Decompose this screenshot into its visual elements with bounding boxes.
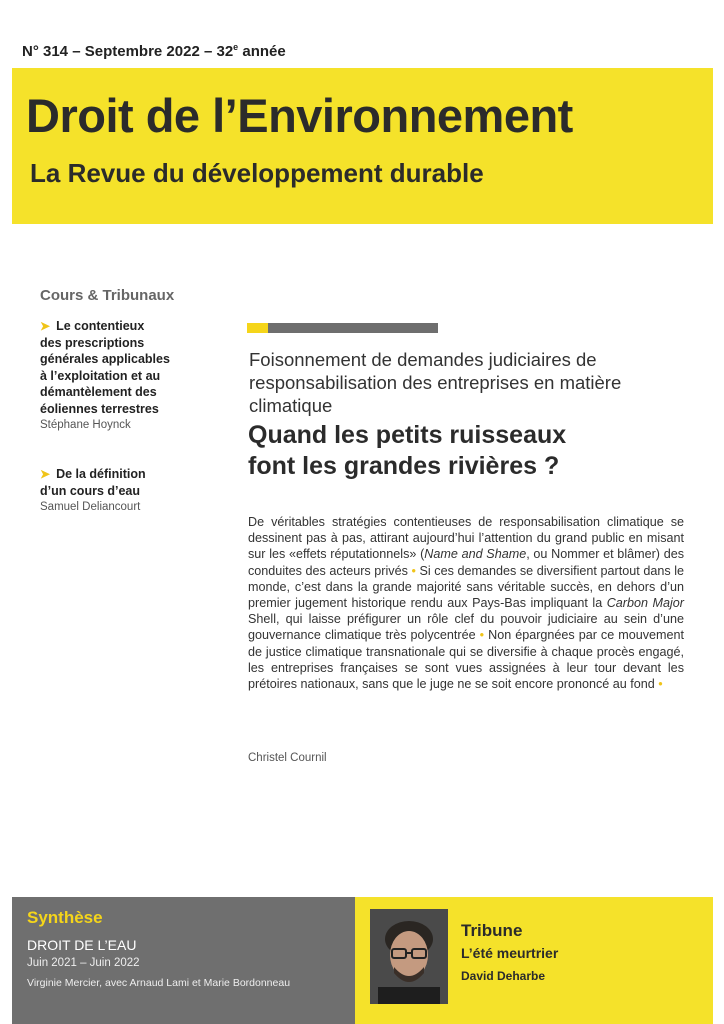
article-headline — [248, 420, 688, 482]
issue-year-suffix: e — [233, 42, 239, 52]
headline-line: Quand les petits ruisseaux — [248, 421, 567, 449]
synthese-period: Juin 2021 – Juin 2022 — [27, 957, 140, 969]
headline-line: font les grandes rivières ? — [248, 452, 560, 480]
synthese-panel[interactable] — [12, 897, 355, 1024]
sidebar-item-line: ➤ De la définition — [40, 467, 146, 481]
synthese-topic: DROIT DE L’EAU — [27, 937, 137, 953]
issue-number: N° 314 — [22, 43, 69, 60]
arrow-icon: ➤ — [40, 467, 51, 481]
tribune-title: L’été meurtrier — [461, 945, 559, 961]
sidebar-item-line: démantèlement des — [40, 385, 157, 399]
article-author: Christel Cournil — [248, 752, 327, 764]
sidebar-item-line: ➤ Le contentieux — [40, 319, 145, 333]
masthead-banner — [12, 68, 713, 224]
bullet-icon: • — [479, 628, 485, 643]
journal-title: Droit de l’Environnement — [26, 89, 573, 142]
journal-subtitle: La Revue du développement durable — [30, 158, 484, 188]
sidebar-item[interactable] — [40, 318, 190, 431]
sidebar-item[interactable] — [40, 466, 190, 513]
sidebar-item-line: générales applicables — [40, 352, 170, 366]
sidebar-heading: Cours & Tribunaux — [40, 287, 175, 304]
issue-year: 32 — [216, 43, 234, 60]
tribune-panel[interactable] — [355, 897, 713, 1024]
issue-year-word: année — [242, 43, 286, 60]
synthese-label: Synthèse — [27, 908, 103, 927]
tribune-author: David Deharbe — [461, 969, 546, 983]
issue-date: Septembre 2022 — [84, 43, 200, 60]
synthese-authors: Virginie Mercier, avec Arnaud Lami et Marie Bordonneau — [27, 977, 291, 989]
sidebar-item-author: Stéphane Hoynck — [40, 419, 131, 431]
sidebar-item-line: à l’exploitation et au — [40, 368, 161, 383]
sidebar-item-line: éoliennes terrestres — [40, 401, 159, 416]
sidebar-item-line: d’un cours d’eau — [40, 483, 141, 498]
tribune-label: Tribune — [461, 921, 523, 940]
issue-line: N° 314 – Septembre 2022 – 32e année — [22, 42, 286, 60]
bullet-icon: • — [658, 677, 663, 692]
arrow-icon: ➤ — [40, 319, 51, 333]
bullet-icon: • — [411, 563, 416, 578]
article-abstract: De véritables stratégies contentieuses de responsabilisation climatique se dessinent pas à pas, attirant aujourd’hui l’attention du grand public en misant sur les «effets réputationnels» (Name and Shame, ou Nommer et blâmer) des conduites des acteurs privés • Si ces demandes se diversifient partout dans le monde, c’est dans la grande majorité sans véritable succès, en dehors d’un premier jugement historique rendu aux Pays-Bas impliquant la Carbon Major Shell, qui laisse préfigurer un rôle clef du pouvoir judiciaire au sein d’une gouvernance climatique très polycentrée • Non épargnées par ce mouvement de justice climatique transnationale qui se diversifie à chaque procès engagé, les entreprises françaises se sont vues assignées à leur tour devant les prétoires nationaux, sans que le juge ne se soit encore prononcé au fond • — [248, 515, 685, 692]
author-photo — [370, 909, 448, 1004]
sidebar-item-author: Samuel Deliancourt — [40, 501, 141, 513]
article-kicker: Foisonnement de demandes judiciaires de responsabilisation des entreprises en matière climatique — [249, 349, 622, 416]
sidebar-item-line: des prescriptions — [40, 335, 145, 350]
